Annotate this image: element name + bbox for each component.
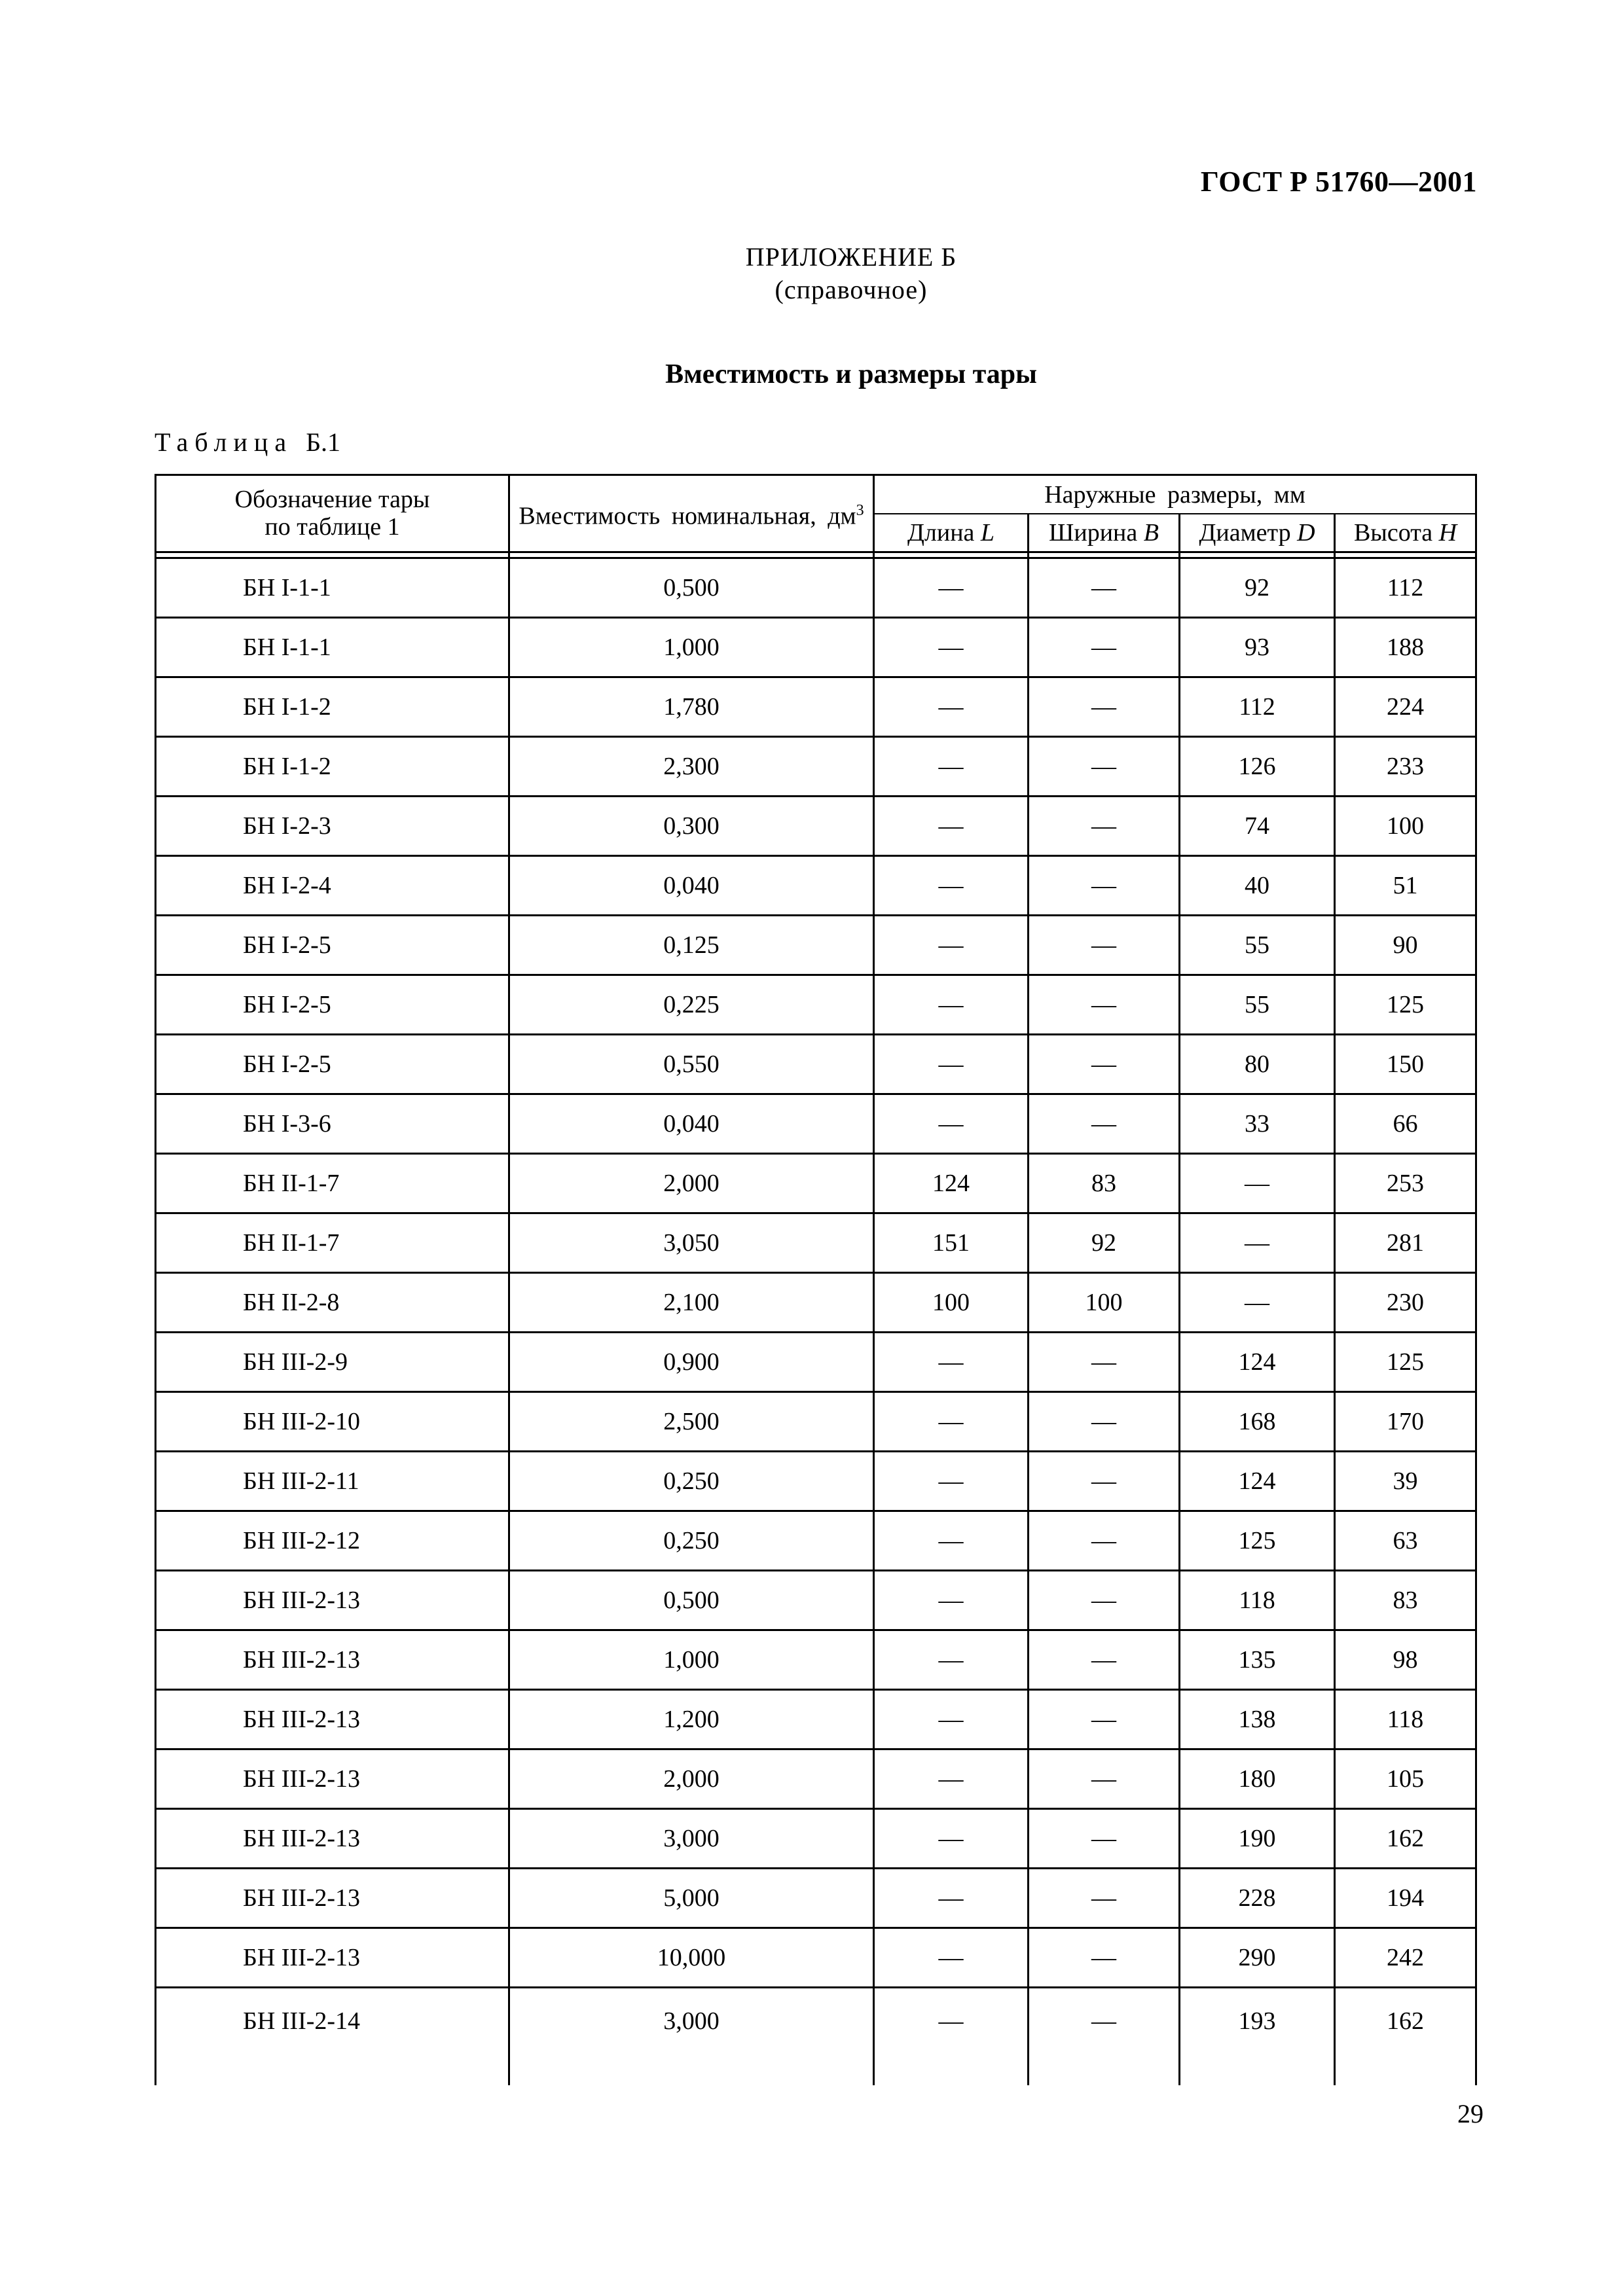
cell-width: — xyxy=(1029,797,1180,856)
table-row xyxy=(156,1273,1476,1333)
cell-height: 100 xyxy=(1335,797,1476,856)
cell-height: 125 xyxy=(1335,975,1476,1035)
table-row xyxy=(156,1809,1476,1869)
cell-designation: БН II-2-8 xyxy=(156,1273,509,1333)
table-row xyxy=(156,1094,1476,1154)
cell-capacity: 0,040 xyxy=(509,1094,874,1154)
cell-designation: БН I-3-6 xyxy=(156,1094,509,1154)
cell-diameter: 126 xyxy=(1180,737,1335,797)
cell-width: 83 xyxy=(1029,1154,1180,1213)
cell-diameter: 290 xyxy=(1180,1928,1335,1988)
cell-designation: БН III-2-13 xyxy=(156,1749,509,1809)
cell-height: 281 xyxy=(1335,1213,1476,1273)
cell-height: 66 xyxy=(1335,1094,1476,1154)
cell-diameter: 124 xyxy=(1180,1333,1335,1392)
cell-capacity: 0,250 xyxy=(509,1511,874,1571)
cell-height: 112 xyxy=(1335,558,1476,618)
cell-length: — xyxy=(874,797,1029,856)
cell-length: — xyxy=(874,618,1029,677)
header-height: Высота H xyxy=(1335,514,1476,552)
table-row xyxy=(156,1154,1476,1213)
table-row xyxy=(156,1571,1476,1630)
cell-diameter: 190 xyxy=(1180,1809,1335,1869)
cell-width: — xyxy=(1029,1869,1180,1928)
cell-capacity: 1,000 xyxy=(509,618,874,677)
cell-designation: БН III-2-13 xyxy=(156,1571,509,1630)
cell-length: — xyxy=(874,1749,1029,1809)
cell-diameter: 55 xyxy=(1180,916,1335,975)
cell-height: 233 xyxy=(1335,737,1476,797)
header-outer-dimensions: Наружные размеры, мм xyxy=(874,475,1476,514)
cell-length: — xyxy=(874,1988,1029,2086)
table-row xyxy=(156,1392,1476,1452)
cell-width: — xyxy=(1029,1333,1180,1392)
cell-length: — xyxy=(874,1452,1029,1511)
cell-designation: БН III-2-13 xyxy=(156,1869,509,1928)
cell-designation: БН I-2-5 xyxy=(156,1035,509,1094)
cell-height: 150 xyxy=(1335,1035,1476,1094)
header-width: Ширина B xyxy=(1029,514,1180,552)
cell-diameter: 80 xyxy=(1180,1035,1335,1094)
table-row xyxy=(156,1333,1476,1392)
cell-height: 90 xyxy=(1335,916,1476,975)
cell-width: — xyxy=(1029,618,1180,677)
cell-diameter: 168 xyxy=(1180,1392,1335,1452)
appendix-title: ПРИЛОЖЕНИЕ Б xyxy=(745,242,957,272)
cell-length: — xyxy=(874,1690,1029,1749)
cell-designation: БН II-1-7 xyxy=(156,1213,509,1273)
cell-width: — xyxy=(1029,1988,1180,2086)
cell-width: — xyxy=(1029,1452,1180,1511)
cell-designation: БН I-2-3 xyxy=(156,797,509,856)
cell-width: — xyxy=(1029,1035,1180,1094)
cell-width: — xyxy=(1029,677,1180,737)
table-row xyxy=(156,1035,1476,1094)
cell-diameter: 112 xyxy=(1180,677,1335,737)
cell-capacity: 0,500 xyxy=(509,558,874,618)
table-row xyxy=(156,618,1476,677)
cell-capacity: 1,000 xyxy=(509,1630,874,1690)
cell-diameter: 118 xyxy=(1180,1571,1335,1630)
cell-designation: БН III-2-10 xyxy=(156,1392,509,1452)
cell-width: — xyxy=(1029,916,1180,975)
cell-capacity: 1,200 xyxy=(509,1690,874,1749)
cell-length: 151 xyxy=(874,1213,1029,1273)
cell-diameter: 93 xyxy=(1180,618,1335,677)
cell-length: 124 xyxy=(874,1154,1029,1213)
cell-length: — xyxy=(874,1094,1029,1154)
cell-diameter: 92 xyxy=(1180,558,1335,618)
cell-designation: БН I-1-2 xyxy=(156,677,509,737)
cell-length: — xyxy=(874,856,1029,916)
cell-capacity: 3,000 xyxy=(509,1809,874,1869)
cell-designation: БН II-1-7 xyxy=(156,1154,509,1213)
cell-width: — xyxy=(1029,558,1180,618)
cell-designation: БН I-2-5 xyxy=(156,916,509,975)
appendix-heading xyxy=(0,241,1623,306)
cell-capacity: 1,780 xyxy=(509,677,874,737)
cell-width: — xyxy=(1029,856,1180,916)
table-row xyxy=(156,1869,1476,1928)
table-row xyxy=(156,1690,1476,1749)
table-row xyxy=(156,1988,1476,2086)
cell-height: 194 xyxy=(1335,1869,1476,1928)
cell-width: — xyxy=(1029,1571,1180,1630)
cell-height: 188 xyxy=(1335,618,1476,677)
cell-diameter: 193 xyxy=(1180,1988,1335,2086)
cell-width: — xyxy=(1029,1809,1180,1869)
table-row xyxy=(156,1452,1476,1511)
cell-capacity: 3,000 xyxy=(509,1988,874,2086)
cell-diameter: 135 xyxy=(1180,1630,1335,1690)
cell-designation: БН I-1-1 xyxy=(156,558,509,618)
cell-capacity: 0,550 xyxy=(509,1035,874,1094)
cell-length: — xyxy=(874,916,1029,975)
cell-capacity: 3,050 xyxy=(509,1213,874,1273)
cell-diameter: — xyxy=(1180,1273,1335,1333)
cell-capacity: 2,300 xyxy=(509,737,874,797)
cell-diameter: 180 xyxy=(1180,1749,1335,1809)
cell-diameter: 33 xyxy=(1180,1094,1335,1154)
table-row xyxy=(156,558,1476,618)
cell-length: — xyxy=(874,1511,1029,1571)
cell-length: — xyxy=(874,1630,1029,1690)
table-caption-label: Таблица xyxy=(155,427,293,457)
cell-diameter: 124 xyxy=(1180,1452,1335,1511)
cell-designation: БН III-2-12 xyxy=(156,1511,509,1571)
cell-length: — xyxy=(874,737,1029,797)
cell-height: 51 xyxy=(1335,856,1476,916)
cell-length: 100 xyxy=(874,1273,1029,1333)
table-row xyxy=(156,797,1476,856)
cell-designation: БН I-2-5 xyxy=(156,975,509,1035)
cell-diameter: 40 xyxy=(1180,856,1335,916)
cell-width: — xyxy=(1029,1511,1180,1571)
cell-height: 162 xyxy=(1335,1809,1476,1869)
cell-height: 224 xyxy=(1335,677,1476,737)
cell-width: — xyxy=(1029,1392,1180,1452)
cell-capacity: 0,500 xyxy=(509,1571,874,1630)
cell-diameter: — xyxy=(1180,1154,1335,1213)
cell-width: — xyxy=(1029,975,1180,1035)
cell-width: 100 xyxy=(1029,1273,1180,1333)
cell-designation: БН III-2-13 xyxy=(156,1928,509,1988)
cell-capacity: 2,000 xyxy=(509,1749,874,1809)
cell-designation: БН III-2-13 xyxy=(156,1690,509,1749)
cell-length: — xyxy=(874,677,1029,737)
cell-capacity: 10,000 xyxy=(509,1928,874,1988)
table-row xyxy=(156,856,1476,916)
cell-length: — xyxy=(874,558,1029,618)
cell-diameter: 125 xyxy=(1180,1511,1335,1571)
cell-height: 162 xyxy=(1335,1988,1476,2086)
cell-capacity: 2,500 xyxy=(509,1392,874,1452)
cell-height: 253 xyxy=(1335,1154,1476,1213)
table-row xyxy=(156,1749,1476,1809)
cell-capacity: 0,040 xyxy=(509,856,874,916)
cell-length: — xyxy=(874,975,1029,1035)
appendix-subtitle: (справочное) xyxy=(775,275,928,304)
table-row xyxy=(156,737,1476,797)
cell-diameter: 74 xyxy=(1180,797,1335,856)
cell-capacity: 5,000 xyxy=(509,1869,874,1928)
header-length: Длина L xyxy=(874,514,1029,552)
cell-diameter: 228 xyxy=(1180,1869,1335,1928)
section-title: Вместимость и размеры тары xyxy=(665,359,1037,389)
cell-height: 105 xyxy=(1335,1749,1476,1809)
cell-capacity: 0,250 xyxy=(509,1452,874,1511)
cell-height: 242 xyxy=(1335,1928,1476,1988)
cell-length: — xyxy=(874,1392,1029,1452)
cell-capacity: 0,225 xyxy=(509,975,874,1035)
cell-capacity: 2,000 xyxy=(509,1154,874,1213)
cell-capacity: 0,900 xyxy=(509,1333,874,1392)
cell-width: — xyxy=(1029,1094,1180,1154)
cell-width: 92 xyxy=(1029,1213,1180,1273)
cell-height: 230 xyxy=(1335,1273,1476,1333)
cell-length: — xyxy=(874,1035,1029,1094)
cell-designation: БН III-2-11 xyxy=(156,1452,509,1511)
table-caption xyxy=(155,427,340,457)
table-row xyxy=(156,1213,1476,1273)
cell-capacity: 2,100 xyxy=(509,1273,874,1333)
cell-width: — xyxy=(1029,1749,1180,1809)
cell-height: 125 xyxy=(1335,1333,1476,1392)
header-diameter: Диаметр D xyxy=(1180,514,1335,552)
cell-diameter: 55 xyxy=(1180,975,1335,1035)
cell-height: 170 xyxy=(1335,1392,1476,1452)
cell-designation: БН III-2-14 xyxy=(156,1988,509,2086)
capacity-table xyxy=(155,474,1477,2085)
cell-width: — xyxy=(1029,1690,1180,1749)
cell-length: — xyxy=(874,1809,1029,1869)
cell-designation: БН III-2-9 xyxy=(156,1333,509,1392)
page-number: 29 xyxy=(1457,2099,1484,2128)
cell-length: — xyxy=(874,1869,1029,1928)
cell-length: — xyxy=(874,1928,1029,1988)
cell-width: — xyxy=(1029,737,1180,797)
cell-capacity: 0,300 xyxy=(509,797,874,856)
standard-code: ГОСТ Р 51760—2001 xyxy=(1200,166,1477,198)
header-designation: Обозначение тары по таблице 1 xyxy=(156,475,509,552)
table-row xyxy=(156,677,1476,737)
cell-diameter: 138 xyxy=(1180,1690,1335,1749)
cell-diameter: — xyxy=(1180,1213,1335,1273)
header-capacity: Вместимость номинальная, $дм^3$ xyxy=(509,475,874,552)
cell-height: 98 xyxy=(1335,1630,1476,1690)
cell-designation: БН III-2-13 xyxy=(156,1809,509,1869)
table-row xyxy=(156,916,1476,975)
table-row xyxy=(156,1630,1476,1690)
cell-designation: БН I-1-1 xyxy=(156,618,509,677)
cell-length: — xyxy=(874,1571,1029,1630)
cell-height: 118 xyxy=(1335,1690,1476,1749)
cell-capacity: 0,125 xyxy=(509,916,874,975)
table-row xyxy=(156,975,1476,1035)
cell-designation: БН III-2-13 xyxy=(156,1630,509,1690)
cell-length: — xyxy=(874,1333,1029,1392)
cell-designation: БН I-1-2 xyxy=(156,737,509,797)
cell-width: — xyxy=(1029,1630,1180,1690)
cell-width: — xyxy=(1029,1928,1180,1988)
cell-height: 83 xyxy=(1335,1571,1476,1630)
cell-designation: БН I-2-4 xyxy=(156,856,509,916)
table-row xyxy=(156,1511,1476,1571)
table-caption-number: Б.1 xyxy=(306,427,341,457)
cell-height: 39 xyxy=(1335,1452,1476,1511)
table-row xyxy=(156,1928,1476,1988)
cell-height: 63 xyxy=(1335,1511,1476,1571)
